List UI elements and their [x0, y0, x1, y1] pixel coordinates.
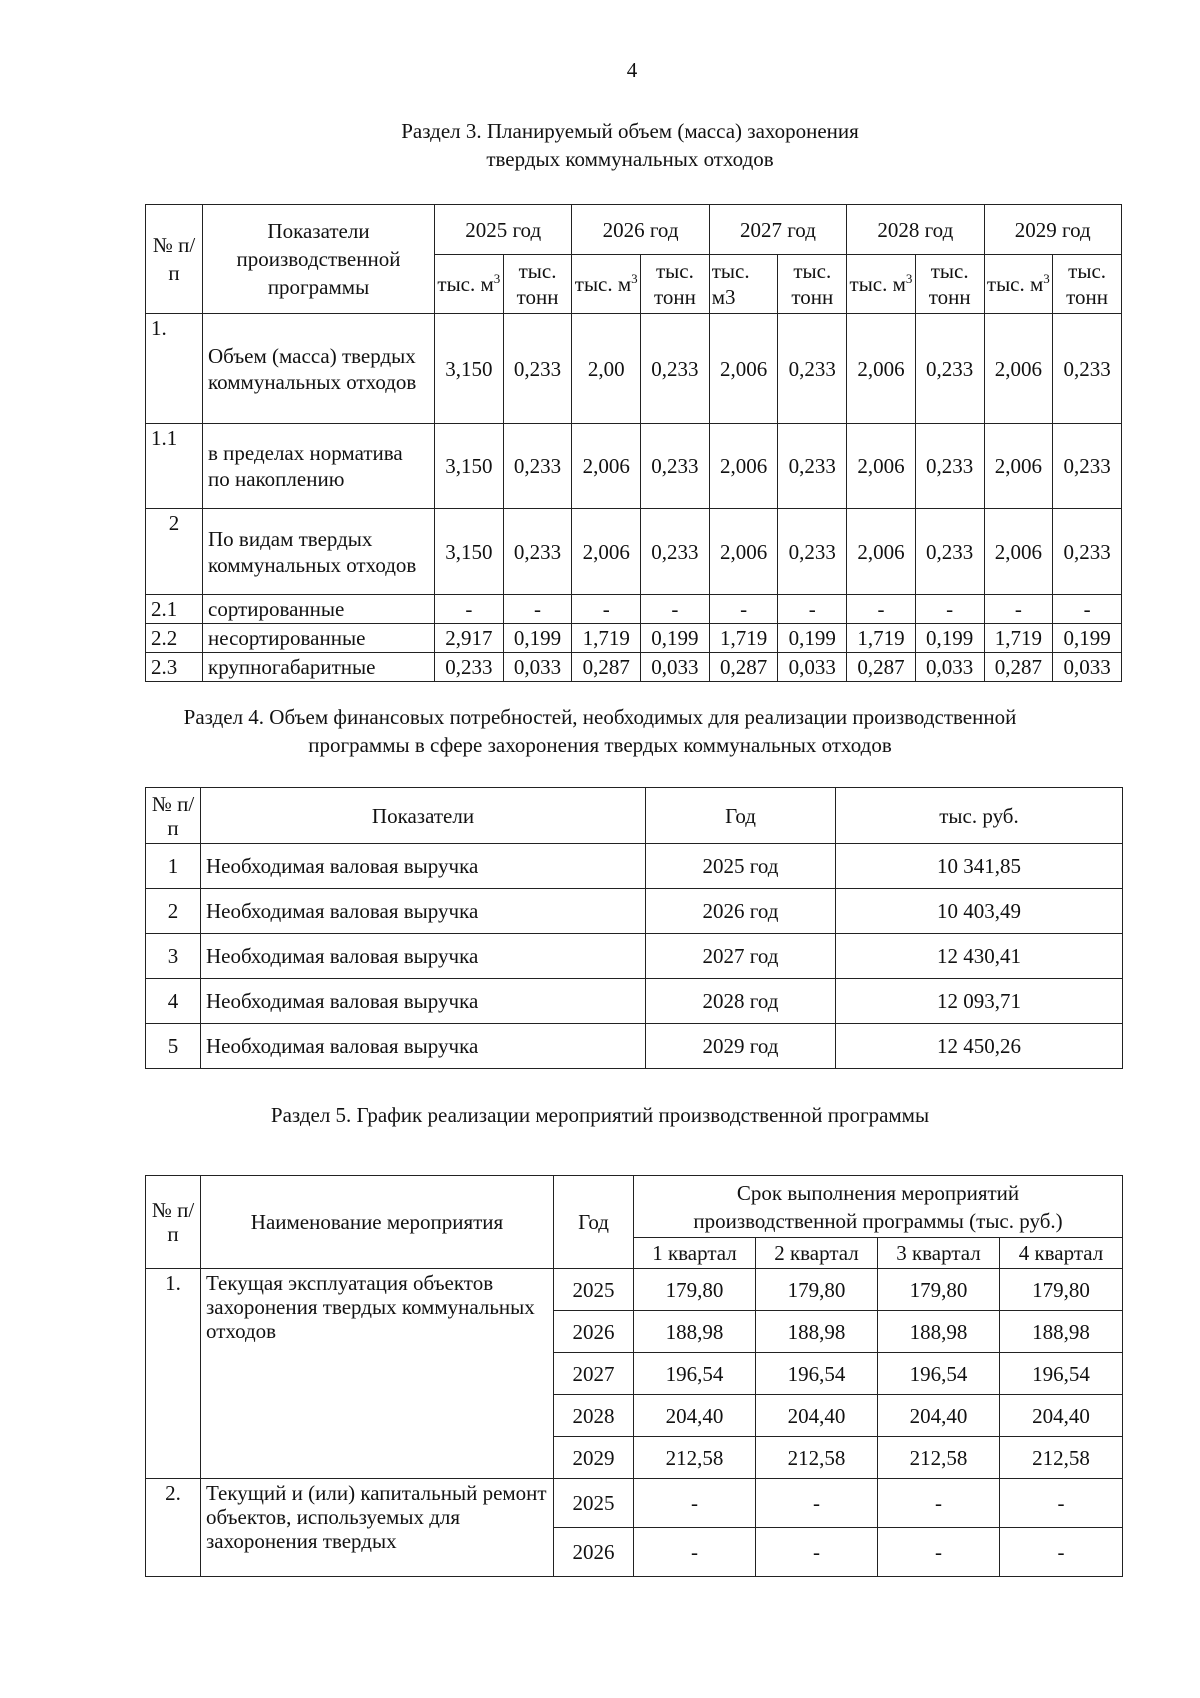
header-year: Год — [646, 788, 836, 844]
row-quarter-value: 179,80 — [1000, 1269, 1123, 1311]
row-value: 3,150 — [435, 509, 504, 595]
row-name: Объем (масса) твердых коммунальных отходов — [203, 314, 435, 424]
row-quarter-value: 188,98 — [878, 1311, 1000, 1353]
row-name: сортированные — [203, 595, 435, 624]
row-value: 0,233 — [1053, 509, 1122, 595]
header-year: 2026 год — [572, 205, 709, 255]
row-name: Необходимая валовая выручка — [201, 979, 646, 1024]
row-value: 0,233 — [503, 314, 572, 424]
group-name: Текущий и (или) капитальный ремонт объектов, используемых для захоронения твердых — [201, 1479, 554, 1577]
table-row — [146, 314, 1122, 424]
row-value: 0,233 — [1053, 424, 1122, 509]
row-value: 0,233 — [435, 653, 504, 682]
row-value: - — [572, 595, 641, 624]
row-year: 2027 год — [646, 934, 836, 979]
header-unit: тыс. $м^3$ — [572, 255, 641, 314]
row-num: 1 — [146, 844, 201, 889]
row-value: - — [1053, 595, 1122, 624]
row-quarter-value: 204,40 — [756, 1395, 878, 1437]
header-unit: тыс. тонн — [778, 255, 847, 314]
row-quarter-value: 204,40 — [634, 1395, 756, 1437]
row-value: 2,006 — [847, 509, 916, 595]
table-row — [146, 653, 1122, 682]
section4-table — [145, 787, 1123, 1069]
table-row — [146, 1269, 1123, 1311]
row-value: 0,033 — [778, 653, 847, 682]
header-quarter: 3 квартал — [878, 1238, 1000, 1269]
row-quarter-value: - — [756, 1479, 878, 1528]
row-value: 2,006 — [572, 509, 641, 595]
row-num: 2 — [146, 889, 201, 934]
header-period: Срок выполнения мероприятий производственной программы (тыс. руб.) — [634, 1176, 1123, 1238]
row-quarter-value: 196,54 — [1000, 1353, 1123, 1395]
row-name: Необходимая валовая выручка — [201, 1024, 646, 1069]
page-number: 4 — [626, 58, 638, 82]
row-year: 2025 — [554, 1269, 634, 1311]
row-quarter-value: - — [634, 1479, 756, 1528]
row-quarter-value: - — [756, 1528, 878, 1577]
row-value: 2,006 — [984, 509, 1053, 595]
section5-table — [145, 1175, 1123, 1577]
row-value: 0,233 — [778, 424, 847, 509]
header-year: 2025 год — [435, 205, 572, 255]
row-year: 2025 год — [646, 844, 836, 889]
table-row — [146, 595, 1122, 624]
row-value: 0,233 — [915, 314, 984, 424]
row-year: 2028 — [554, 1395, 634, 1437]
header-quarter: 2 квартал — [756, 1238, 878, 1269]
header-num: № п/п — [146, 205, 203, 314]
table-row — [146, 509, 1122, 595]
row-value: 0,287 — [572, 653, 641, 682]
row-value: 0,287 — [984, 653, 1053, 682]
header-unit: тыс. тонн — [641, 255, 710, 314]
header-unit: тыс. тонн — [915, 255, 984, 314]
row-value: 0,287 — [709, 653, 778, 682]
header-unit: тыс. $м^3$ — [847, 255, 916, 314]
group-num: 1. — [146, 1269, 201, 1479]
group-num: 2. — [146, 1479, 201, 1577]
row-quarter-value: 204,40 — [1000, 1395, 1123, 1437]
row-value: 3,150 — [435, 314, 504, 424]
row-num: 5 — [146, 1024, 201, 1069]
header-unit: тыс. $м^3$ — [984, 255, 1053, 314]
row-quarter-value: - — [878, 1479, 1000, 1528]
row-year: 2029 — [554, 1437, 634, 1479]
row-amount: 12 093,71 — [836, 979, 1123, 1024]
row-name: в пределах норматива по накоплению — [203, 424, 435, 509]
row-value: 0,033 — [1053, 653, 1122, 682]
row-value: 1,719 — [984, 624, 1053, 653]
row-quarter-value: 212,58 — [1000, 1437, 1123, 1479]
header-quarter: 1 квартал — [634, 1238, 756, 1269]
row-amount: 12 430,41 — [836, 934, 1123, 979]
table-row — [146, 934, 1123, 979]
row-year: 2026 год — [646, 889, 836, 934]
table-row — [146, 844, 1123, 889]
header-unit: тыс. м3 — [709, 255, 778, 314]
row-num: 2 — [146, 509, 203, 595]
row-quarter-value: 212,58 — [878, 1437, 1000, 1479]
row-value: - — [847, 595, 916, 624]
row-value: 0,033 — [915, 653, 984, 682]
row-value: 1,719 — [709, 624, 778, 653]
row-year: 2027 — [554, 1353, 634, 1395]
row-value: 0,199 — [503, 624, 572, 653]
row-value: - — [778, 595, 847, 624]
section4-title — [0, 703, 1200, 759]
row-quarter-value: 196,54 — [756, 1353, 878, 1395]
row-value: - — [641, 595, 710, 624]
row-value: 0,233 — [915, 424, 984, 509]
table-row — [146, 624, 1122, 653]
row-value: 0,033 — [503, 653, 572, 682]
header-unit: тыс. тонн — [503, 255, 572, 314]
row-value: - — [435, 595, 504, 624]
row-value: 2,917 — [435, 624, 504, 653]
row-value: 2,006 — [984, 314, 1053, 424]
row-value: 2,006 — [984, 424, 1053, 509]
row-num: 2.3 — [146, 653, 203, 682]
header-indicator: Показатели производственной программы — [203, 205, 435, 314]
row-year: 2029 год — [646, 1024, 836, 1069]
row-value: 0,287 — [847, 653, 916, 682]
row-amount: 10 403,49 — [836, 889, 1123, 934]
row-quarter-value: 212,58 — [756, 1437, 878, 1479]
table-row — [146, 979, 1123, 1024]
header-quarter: 4 квартал — [1000, 1238, 1123, 1269]
section3-title-line1: Раздел 3. Планируемый объем (масса) захоронения — [401, 119, 859, 143]
row-amount: 12 450,26 — [836, 1024, 1123, 1069]
row-value: 0,233 — [778, 314, 847, 424]
row-quarter-value: - — [1000, 1528, 1123, 1577]
row-year: 2026 — [554, 1528, 634, 1577]
row-name: По видам твердых коммунальных отходов — [203, 509, 435, 595]
row-value: - — [709, 595, 778, 624]
row-quarter-value: - — [634, 1528, 756, 1577]
header-year: 2028 год — [847, 205, 984, 255]
section4-title-line2: программы в сфере захоронения твердых коммунальных отходов — [308, 733, 892, 757]
row-value: 2,006 — [709, 314, 778, 424]
row-value: 0,233 — [778, 509, 847, 595]
row-value: 2,006 — [709, 424, 778, 509]
row-num: 4 — [146, 979, 201, 1024]
row-value: 1,719 — [572, 624, 641, 653]
row-value: 3,150 — [435, 424, 504, 509]
row-value: 0,233 — [641, 424, 710, 509]
table-row — [146, 1479, 1123, 1528]
section3-title — [30, 117, 1200, 173]
row-value: 0,033 — [641, 653, 710, 682]
row-num: 1.1 — [146, 424, 203, 509]
row-value: 0,199 — [778, 624, 847, 653]
row-name: Необходимая валовая выручка — [201, 889, 646, 934]
header-unit: тыс. $м^3$ — [435, 255, 504, 314]
row-quarter-value: 188,98 — [756, 1311, 878, 1353]
row-quarter-value: 188,98 — [634, 1311, 756, 1353]
header-name: Наименование мероприятия — [201, 1176, 554, 1269]
section5-title: Раздел 5. График реализации мероприятий производственной программы — [270, 1103, 930, 1127]
row-value: 0,233 — [641, 314, 710, 424]
header-year: Год — [554, 1176, 634, 1269]
row-quarter-value: 188,98 — [1000, 1311, 1123, 1353]
table-row — [146, 1024, 1123, 1069]
header-year: 2027 год — [709, 205, 846, 255]
table-row — [146, 424, 1122, 509]
header-num: № п/п — [146, 1176, 201, 1269]
row-name: Необходимая валовая выручка — [201, 844, 646, 889]
row-quarter-value: 179,80 — [634, 1269, 756, 1311]
row-value: 0,199 — [1053, 624, 1122, 653]
row-value: - — [984, 595, 1053, 624]
row-year: 2026 — [554, 1311, 634, 1353]
row-quarter-value: 179,80 — [878, 1269, 1000, 1311]
row-quarter-value: 212,58 — [634, 1437, 756, 1479]
header-year: 2029 год — [984, 205, 1122, 255]
row-quarter-value: 204,40 — [878, 1395, 1000, 1437]
row-amount: 10 341,85 — [836, 844, 1123, 889]
header-indicator: Показатели — [201, 788, 646, 844]
row-value: - — [503, 595, 572, 624]
row-quarter-value: - — [1000, 1479, 1123, 1528]
row-num: 2.2 — [146, 624, 203, 653]
row-value: 0,233 — [1053, 314, 1122, 424]
row-quarter-value: 196,54 — [878, 1353, 1000, 1395]
row-name: несортированные — [203, 624, 435, 653]
row-value: 2,006 — [572, 424, 641, 509]
row-num: 3 — [146, 934, 201, 979]
row-year: 2028 год — [646, 979, 836, 1024]
section4-title-line1: Раздел 4. Объем финансовых потребностей, необходимых для реализации производственной — [183, 705, 1017, 729]
group-name: Текущая эксплуатация объектов захоронения твердых коммунальных отходов — [201, 1269, 554, 1479]
table-row — [146, 889, 1123, 934]
row-value: 0,233 — [915, 509, 984, 595]
row-value: 0,233 — [503, 509, 572, 595]
row-value: - — [915, 595, 984, 624]
section3-table — [145, 204, 1122, 682]
row-value: 2,00 — [572, 314, 641, 424]
row-quarter-value: 179,80 — [756, 1269, 878, 1311]
row-value: 1,719 — [847, 624, 916, 653]
row-quarter-value: 196,54 — [634, 1353, 756, 1395]
row-name: Необходимая валовая выручка — [201, 934, 646, 979]
row-value: 0,199 — [915, 624, 984, 653]
row-value: 0,233 — [503, 424, 572, 509]
row-value: 0,233 — [641, 509, 710, 595]
row-value: 2,006 — [847, 314, 916, 424]
header-unit: тыс. тонн — [1053, 255, 1122, 314]
row-year: 2025 — [554, 1479, 634, 1528]
section3-title-line2: твердых коммунальных отходов — [486, 147, 774, 171]
header-num: № п/п — [146, 788, 201, 844]
row-num: 1. — [146, 314, 203, 424]
row-value: 0,199 — [641, 624, 710, 653]
row-value: 2,006 — [709, 509, 778, 595]
row-num: 2.1 — [146, 595, 203, 624]
header-amount: тыс. руб. — [836, 788, 1123, 844]
row-quarter-value: - — [878, 1528, 1000, 1577]
row-value: 2,006 — [847, 424, 916, 509]
row-name: крупногабаритные — [203, 653, 435, 682]
